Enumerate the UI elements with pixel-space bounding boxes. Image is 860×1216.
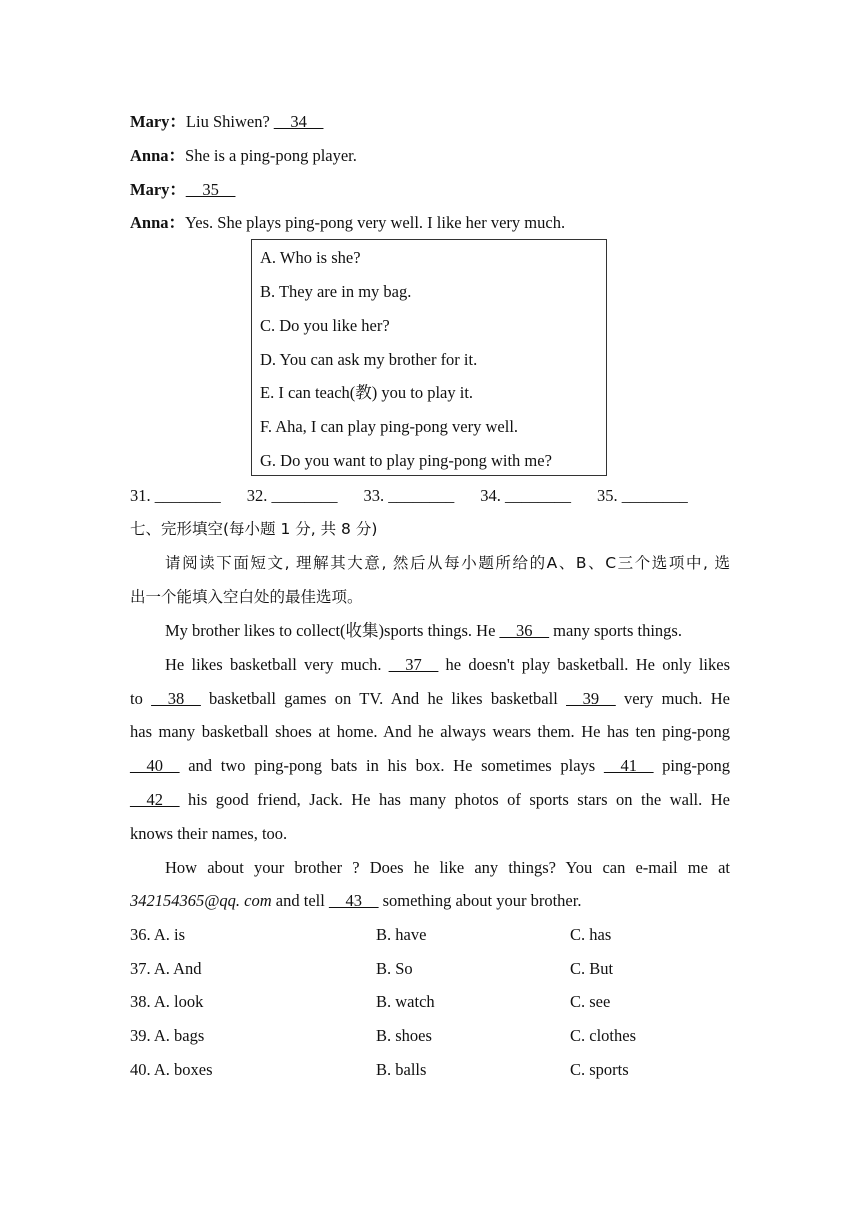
email-address: 342154365@qq. com xyxy=(130,891,272,910)
passage-p2-line5 xyxy=(130,790,730,810)
answer-blanks xyxy=(130,486,690,506)
passage-text: basketball games on TV. And he likes basketball xyxy=(200,689,567,708)
dialogue-line xyxy=(130,213,565,233)
dialogue-line xyxy=(130,180,235,200)
passage-p3-line2 xyxy=(130,891,581,911)
choice-37-c[interactable]: C. But xyxy=(570,959,614,978)
option-g: G. Do you want to play ping-pong with me? xyxy=(260,451,552,470)
passage-text: something about your brother. xyxy=(378,891,582,910)
passage-p2-line1 xyxy=(130,655,730,675)
passage-text: his good friend, Jack. He has many photos of sports stars on the wall. He xyxy=(179,790,730,809)
blank-43: __43__ xyxy=(328,891,379,910)
passage-text: very much. He xyxy=(615,689,731,708)
choice-38-c[interactable]: C. see xyxy=(570,992,611,1011)
instruction-line-1: 请阅读下面短文, 理解其大意, 然后从每小题所给的A、B、C三个选项中, 选 xyxy=(165,554,730,572)
dialogue-text: Yes. She plays ping-pong very well. I like her very much. xyxy=(185,213,566,232)
option-c: C. Do you like her? xyxy=(260,316,390,335)
passage-text: and two ping-pong bats in his box. He sometimes plays xyxy=(179,756,604,775)
blank-38: __38__ xyxy=(151,689,201,708)
blank-37: __37__ xyxy=(388,655,439,674)
choice-40-a[interactable]: 40. A. boxes xyxy=(130,1060,213,1079)
passage-text: to xyxy=(130,689,152,708)
options-box xyxy=(251,239,607,476)
dialogue-text: She is a ping-pong player. xyxy=(185,146,357,165)
passage-text: many sports things. xyxy=(549,621,682,640)
answer-blank-33[interactable]: 33. ________ xyxy=(363,486,455,505)
passage-p2-line2 xyxy=(130,689,730,709)
choice-38-b[interactable]: B. watch xyxy=(376,992,435,1011)
option-a: A. Who is she? xyxy=(260,248,361,267)
option-f: F. Aha, I can play ping-pong very well. xyxy=(260,417,519,436)
passage-text: My brother likes to collect(收集)sports things. He xyxy=(165,621,500,640)
blank-42: __42__ xyxy=(130,790,180,809)
blank-40: __40__ xyxy=(130,756,180,775)
speaker: Mary： xyxy=(130,180,186,199)
passage-p1 xyxy=(165,621,682,641)
dialogue-text: Liu Shiwen? xyxy=(185,112,274,131)
blank-39: __39__ xyxy=(566,689,616,708)
passage-text: He likes basketball very much. xyxy=(165,655,389,674)
choice-40-b[interactable]: B. balls xyxy=(376,1060,427,1079)
option-d: D. You can ask my brother for it. xyxy=(260,350,478,369)
choice-38-a[interactable]: 38. A. look xyxy=(130,992,204,1011)
passage-text: ping-pong xyxy=(653,756,730,775)
section-heading: 七、完形填空(每小题 1 分, 共 8 分) xyxy=(130,520,378,538)
choice-39-c[interactable]: C. clothes xyxy=(570,1026,636,1045)
choice-39-b[interactable]: B. shoes xyxy=(376,1026,432,1045)
answer-blank-35[interactable]: 35. ________ xyxy=(597,486,688,505)
speaker: Mary： xyxy=(130,112,186,131)
dialogue-line xyxy=(130,112,323,132)
choice-37-a[interactable]: 37. A. And xyxy=(130,959,202,978)
option-b: B. They are in my bag. xyxy=(260,282,412,301)
answer-blank-34[interactable]: 34. ________ xyxy=(480,486,571,505)
answer-blank-32[interactable]: 32. ________ xyxy=(246,486,338,505)
instruction-line-2: 出一个能填入空白处的最佳选项。 xyxy=(130,588,363,606)
choice-36-b[interactable]: B. have xyxy=(376,925,427,944)
passage-p2-line3: has many basketball shoes at home. And he always wears them. He has ten ping-pong xyxy=(130,722,730,741)
blank-36: __36__ xyxy=(499,621,550,640)
choice-39-a[interactable]: 39. A. bags xyxy=(130,1026,205,1045)
blank: __34__ xyxy=(273,112,324,131)
passage-p2-line4 xyxy=(130,756,730,776)
passage-p3-line1: How about your brother ? Does he like any things? You can e-mail me at xyxy=(165,858,730,877)
passage-p2-line6: knows their names, too. xyxy=(130,824,288,843)
passage-text: he doesn't play basketball. He only likes xyxy=(438,655,730,674)
passage-text: and tell xyxy=(271,891,329,910)
speaker: Anna： xyxy=(130,213,186,232)
choice-37-b[interactable]: B. So xyxy=(376,959,413,978)
choice-36-c[interactable]: C. has xyxy=(570,925,612,944)
blank: __35__ xyxy=(185,180,236,199)
dialogue-line xyxy=(130,146,357,166)
speaker: Anna： xyxy=(130,146,186,165)
choice-36-a[interactable]: 36. A. is xyxy=(130,925,186,944)
blank-41: __41__ xyxy=(603,756,654,775)
choice-40-c[interactable]: C. sports xyxy=(570,1060,629,1079)
answer-blank-31[interactable]: 31. ________ xyxy=(130,486,221,505)
option-e: E. I can teach(教) you to play it. xyxy=(260,383,474,402)
